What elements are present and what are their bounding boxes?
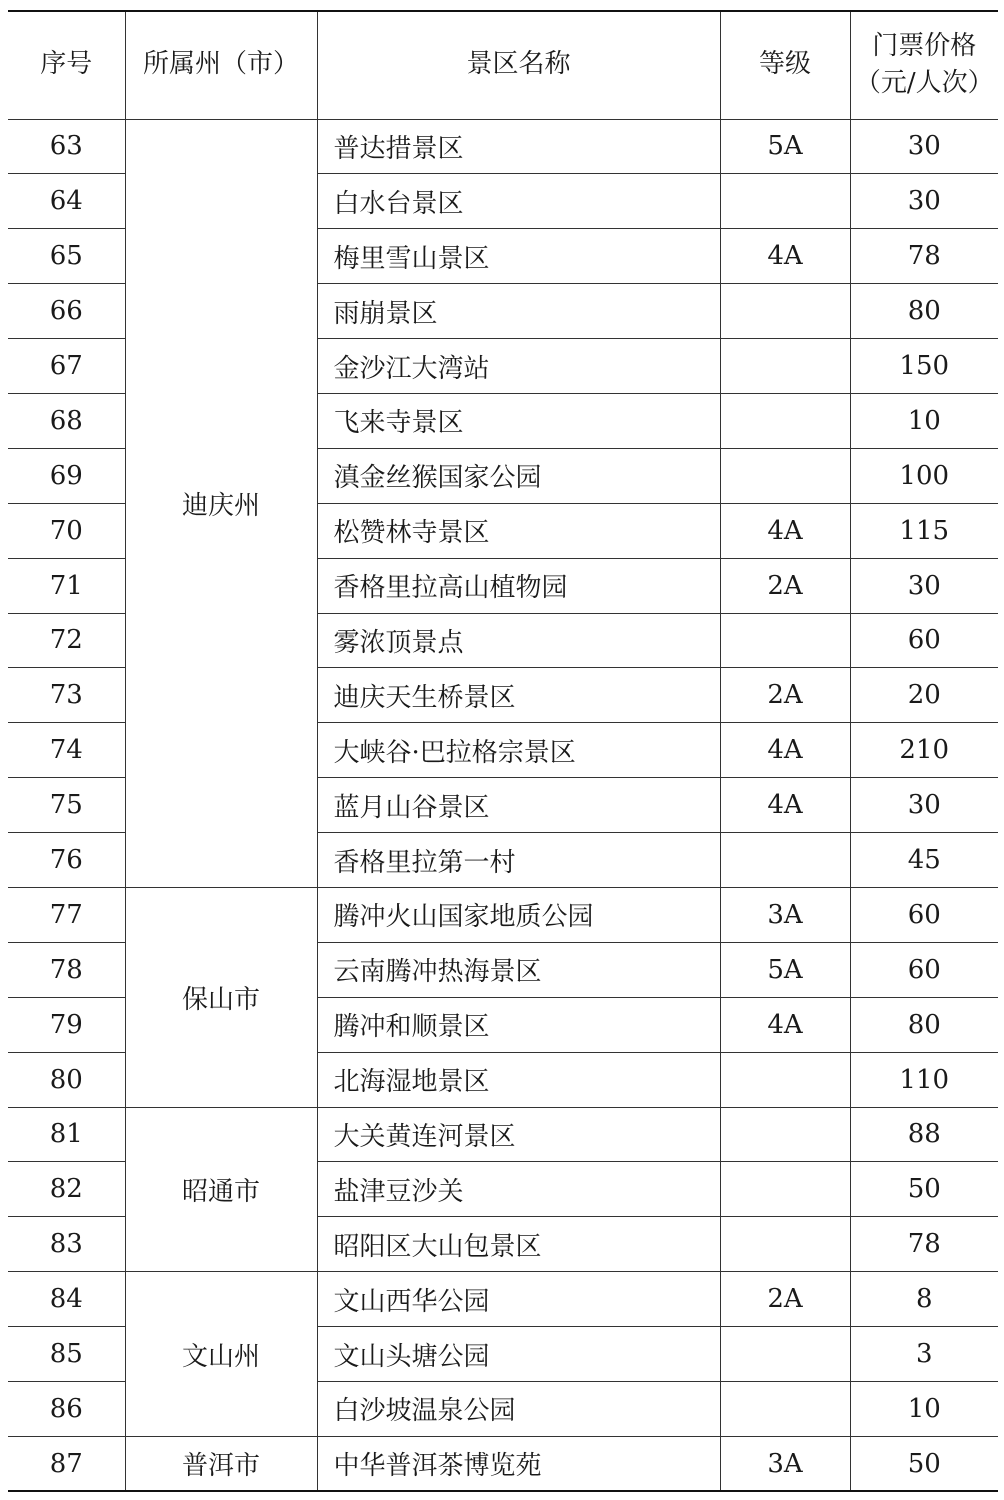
grade-cell bbox=[720, 1052, 850, 1107]
scenic-name-cell: 普达措景区 bbox=[317, 119, 720, 174]
scenic-name-cell: 梅里雪山景区 bbox=[317, 229, 720, 284]
table-row bbox=[8, 1436, 998, 1491]
grade-cell: 2A bbox=[720, 1272, 850, 1327]
index-cell: 66 bbox=[8, 284, 125, 339]
price-cell: 8 bbox=[850, 1272, 998, 1327]
price-cell: 80 bbox=[850, 284, 998, 339]
price-cell: 30 bbox=[850, 119, 998, 174]
index-cell: 83 bbox=[8, 1217, 125, 1272]
grade-cell: 2A bbox=[720, 668, 850, 723]
grade-cell bbox=[720, 448, 850, 503]
index-cell: 72 bbox=[8, 613, 125, 668]
price-cell: 115 bbox=[850, 503, 998, 558]
price-cell: 60 bbox=[850, 887, 998, 942]
grade-cell bbox=[720, 1381, 850, 1436]
price-cell: 50 bbox=[850, 1436, 998, 1491]
scenic-name-cell: 雾浓顶景点 bbox=[317, 613, 720, 668]
price-cell: 50 bbox=[850, 1162, 998, 1217]
grade-cell bbox=[720, 1107, 850, 1162]
index-cell: 82 bbox=[8, 1162, 125, 1217]
grade-cell bbox=[720, 613, 850, 668]
index-cell: 65 bbox=[8, 229, 125, 284]
scenic-name-cell: 云南腾冲热海景区 bbox=[317, 942, 720, 997]
region-cell: 昭通市 bbox=[125, 1107, 317, 1272]
header-row bbox=[8, 11, 998, 119]
grade-cell bbox=[720, 393, 850, 448]
price-cell: 78 bbox=[850, 1217, 998, 1272]
region-cell: 文山州 bbox=[125, 1272, 317, 1437]
scenic-name-cell: 昭阳区大山包景区 bbox=[317, 1217, 720, 1272]
price-cell: 10 bbox=[850, 393, 998, 448]
index-cell: 74 bbox=[8, 723, 125, 778]
header-name: 景区名称 bbox=[317, 11, 720, 119]
index-cell: 73 bbox=[8, 668, 125, 723]
region-cell: 保山市 bbox=[125, 887, 317, 1107]
scenic-name-cell: 金沙江大湾站 bbox=[317, 339, 720, 394]
grade-cell bbox=[720, 1217, 850, 1272]
index-cell: 69 bbox=[8, 448, 125, 503]
index-cell: 67 bbox=[8, 339, 125, 394]
price-cell: 10 bbox=[850, 1381, 998, 1436]
index-cell: 76 bbox=[8, 833, 125, 888]
header-index: 序号 bbox=[8, 11, 125, 119]
price-cell: 30 bbox=[850, 778, 998, 833]
scenic-name-cell: 北海湿地景区 bbox=[317, 1052, 720, 1107]
index-cell: 70 bbox=[8, 503, 125, 558]
index-cell: 87 bbox=[8, 1436, 125, 1491]
index-cell: 71 bbox=[8, 558, 125, 613]
header-region: 所属州（市） bbox=[125, 11, 317, 119]
table-row bbox=[8, 887, 998, 942]
index-cell: 85 bbox=[8, 1327, 125, 1382]
scenic-name-cell: 蓝月山谷景区 bbox=[317, 778, 720, 833]
price-cell: 30 bbox=[850, 558, 998, 613]
price-cell: 60 bbox=[850, 613, 998, 668]
scenic-spot-table bbox=[8, 10, 998, 1492]
index-cell: 79 bbox=[8, 997, 125, 1052]
index-cell: 81 bbox=[8, 1107, 125, 1162]
grade-cell: 4A bbox=[720, 778, 850, 833]
scenic-name-cell: 盐津豆沙关 bbox=[317, 1162, 720, 1217]
scenic-name-cell: 飞来寺景区 bbox=[317, 393, 720, 448]
grade-cell bbox=[720, 1162, 850, 1217]
region-cell: 迪庆州 bbox=[125, 119, 317, 887]
price-cell: 80 bbox=[850, 997, 998, 1052]
grade-cell: 4A bbox=[720, 229, 850, 284]
grade-cell bbox=[720, 1327, 850, 1382]
index-cell: 64 bbox=[8, 174, 125, 229]
table-row bbox=[8, 1272, 998, 1327]
grade-cell: 4A bbox=[720, 723, 850, 778]
grade-cell bbox=[720, 833, 850, 888]
scenic-name-cell: 文山西华公园 bbox=[317, 1272, 720, 1327]
grade-cell: 4A bbox=[720, 503, 850, 558]
region-cell: 普洱市 bbox=[125, 1436, 317, 1491]
price-cell: 20 bbox=[850, 668, 998, 723]
grade-cell: 2A bbox=[720, 558, 850, 613]
price-cell: 110 bbox=[850, 1052, 998, 1107]
scenic-name-cell: 迪庆天生桥景区 bbox=[317, 668, 720, 723]
scenic-name-cell: 腾冲火山国家地质公园 bbox=[317, 887, 720, 942]
price-cell: 150 bbox=[850, 339, 998, 394]
header-price-line2: （元/人次） bbox=[854, 68, 994, 99]
index-cell: 77 bbox=[8, 887, 125, 942]
index-cell: 80 bbox=[8, 1052, 125, 1107]
header-grade: 等级 bbox=[720, 11, 850, 119]
grade-cell: 5A bbox=[720, 119, 850, 174]
index-cell: 75 bbox=[8, 778, 125, 833]
index-cell: 68 bbox=[8, 393, 125, 448]
price-cell: 210 bbox=[850, 723, 998, 778]
price-cell: 60 bbox=[850, 942, 998, 997]
scenic-name-cell: 白沙坡温泉公园 bbox=[317, 1381, 720, 1436]
price-cell: 100 bbox=[850, 448, 998, 503]
grade-cell: 4A bbox=[720, 997, 850, 1052]
scenic-name-cell: 白水台景区 bbox=[317, 174, 720, 229]
grade-cell: 5A bbox=[720, 942, 850, 997]
price-cell: 3 bbox=[850, 1327, 998, 1382]
index-cell: 86 bbox=[8, 1381, 125, 1436]
header-price-line1: 门票价格 bbox=[872, 30, 977, 61]
header-price bbox=[850, 11, 998, 119]
scenic-name-cell: 松赞林寺景区 bbox=[317, 503, 720, 558]
scenic-name-cell: 滇金丝猴国家公园 bbox=[317, 448, 720, 503]
scenic-name-cell: 腾冲和顺景区 bbox=[317, 997, 720, 1052]
index-cell: 63 bbox=[8, 119, 125, 174]
grade-cell bbox=[720, 339, 850, 394]
scenic-name-cell: 文山头塘公园 bbox=[317, 1327, 720, 1382]
price-cell: 45 bbox=[850, 833, 998, 888]
table-row bbox=[8, 119, 998, 174]
scenic-name-cell: 香格里拉第一村 bbox=[317, 833, 720, 888]
scenic-name-cell: 大关黄连河景区 bbox=[317, 1107, 720, 1162]
scenic-name-cell: 雨崩景区 bbox=[317, 284, 720, 339]
price-cell: 78 bbox=[850, 229, 998, 284]
scenic-name-cell: 中华普洱茶博览苑 bbox=[317, 1436, 720, 1491]
price-cell: 88 bbox=[850, 1107, 998, 1162]
grade-cell: 3A bbox=[720, 887, 850, 942]
scenic-name-cell: 大峡谷·巴拉格宗景区 bbox=[317, 723, 720, 778]
grade-cell bbox=[720, 284, 850, 339]
index-cell: 84 bbox=[8, 1272, 125, 1327]
grade-cell bbox=[720, 174, 850, 229]
scenic-name-cell: 香格里拉高山植物园 bbox=[317, 558, 720, 613]
index-cell: 78 bbox=[8, 942, 125, 997]
table-row bbox=[8, 1107, 998, 1162]
grade-cell: 3A bbox=[720, 1436, 850, 1491]
price-cell: 30 bbox=[850, 174, 998, 229]
